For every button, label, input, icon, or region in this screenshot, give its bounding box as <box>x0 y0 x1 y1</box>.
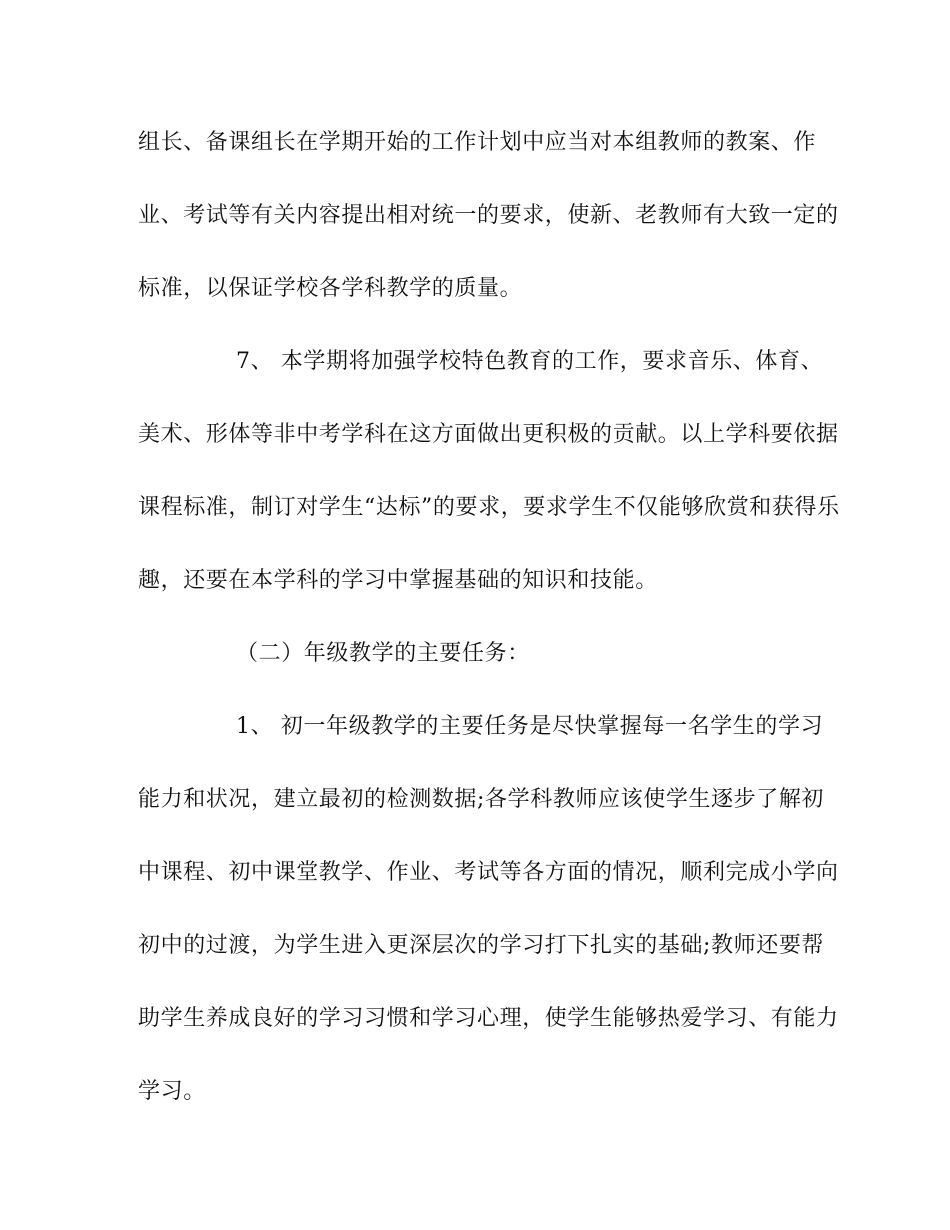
section-heading: （二）年级教学的主要任务： <box>236 641 530 666</box>
text-line: 标准，以保证学校各学科教学的质量。 <box>138 276 523 301</box>
text-line: 业、考试等有关内容提出相对统一的要求，使新、老教师有大致一定的 <box>138 203 839 228</box>
text-line: 助学生养成良好的学习习惯和学习心理，使学生能够热爱学习、有能力 <box>138 1006 839 1031</box>
text-line: 初中的过渡，为学生进入更深层次的学习打下扎实的基础;教师还要帮 <box>138 933 825 958</box>
text-line: 美术、形体等非中考学科在这方面做出更积极的贡献。以上学科要依据 <box>138 422 839 447</box>
text-line: 中课程、初中课堂教学、作业、考试等各方面的情况，顺利完成小学向 <box>138 860 839 885</box>
text-line: 课程标准，制订对学生“达标”的要求，要求学生不仅能够欣赏和获得乐 <box>138 495 840 520</box>
text-line: 趣，还要在本学科的学习中掌握基础的知识和技能。 <box>138 568 658 593</box>
numbered-item-1: 1、 初一年级教学的主要任务是尽快掌握每一名学生的学习 <box>236 714 824 739</box>
numbered-item-7: 7、 本学期将加强学校特色教育的工作，要求音乐、体育、 <box>236 349 824 374</box>
text-line: 组长、备课组长在学期开始的工作计划中应当对本组教师的教案、作 <box>138 130 817 155</box>
text-line: 学习。 <box>138 1079 206 1104</box>
text-line: 能力和状况，建立最初的检测数据;各学科教师应该使学生逐步了解初 <box>138 787 825 812</box>
